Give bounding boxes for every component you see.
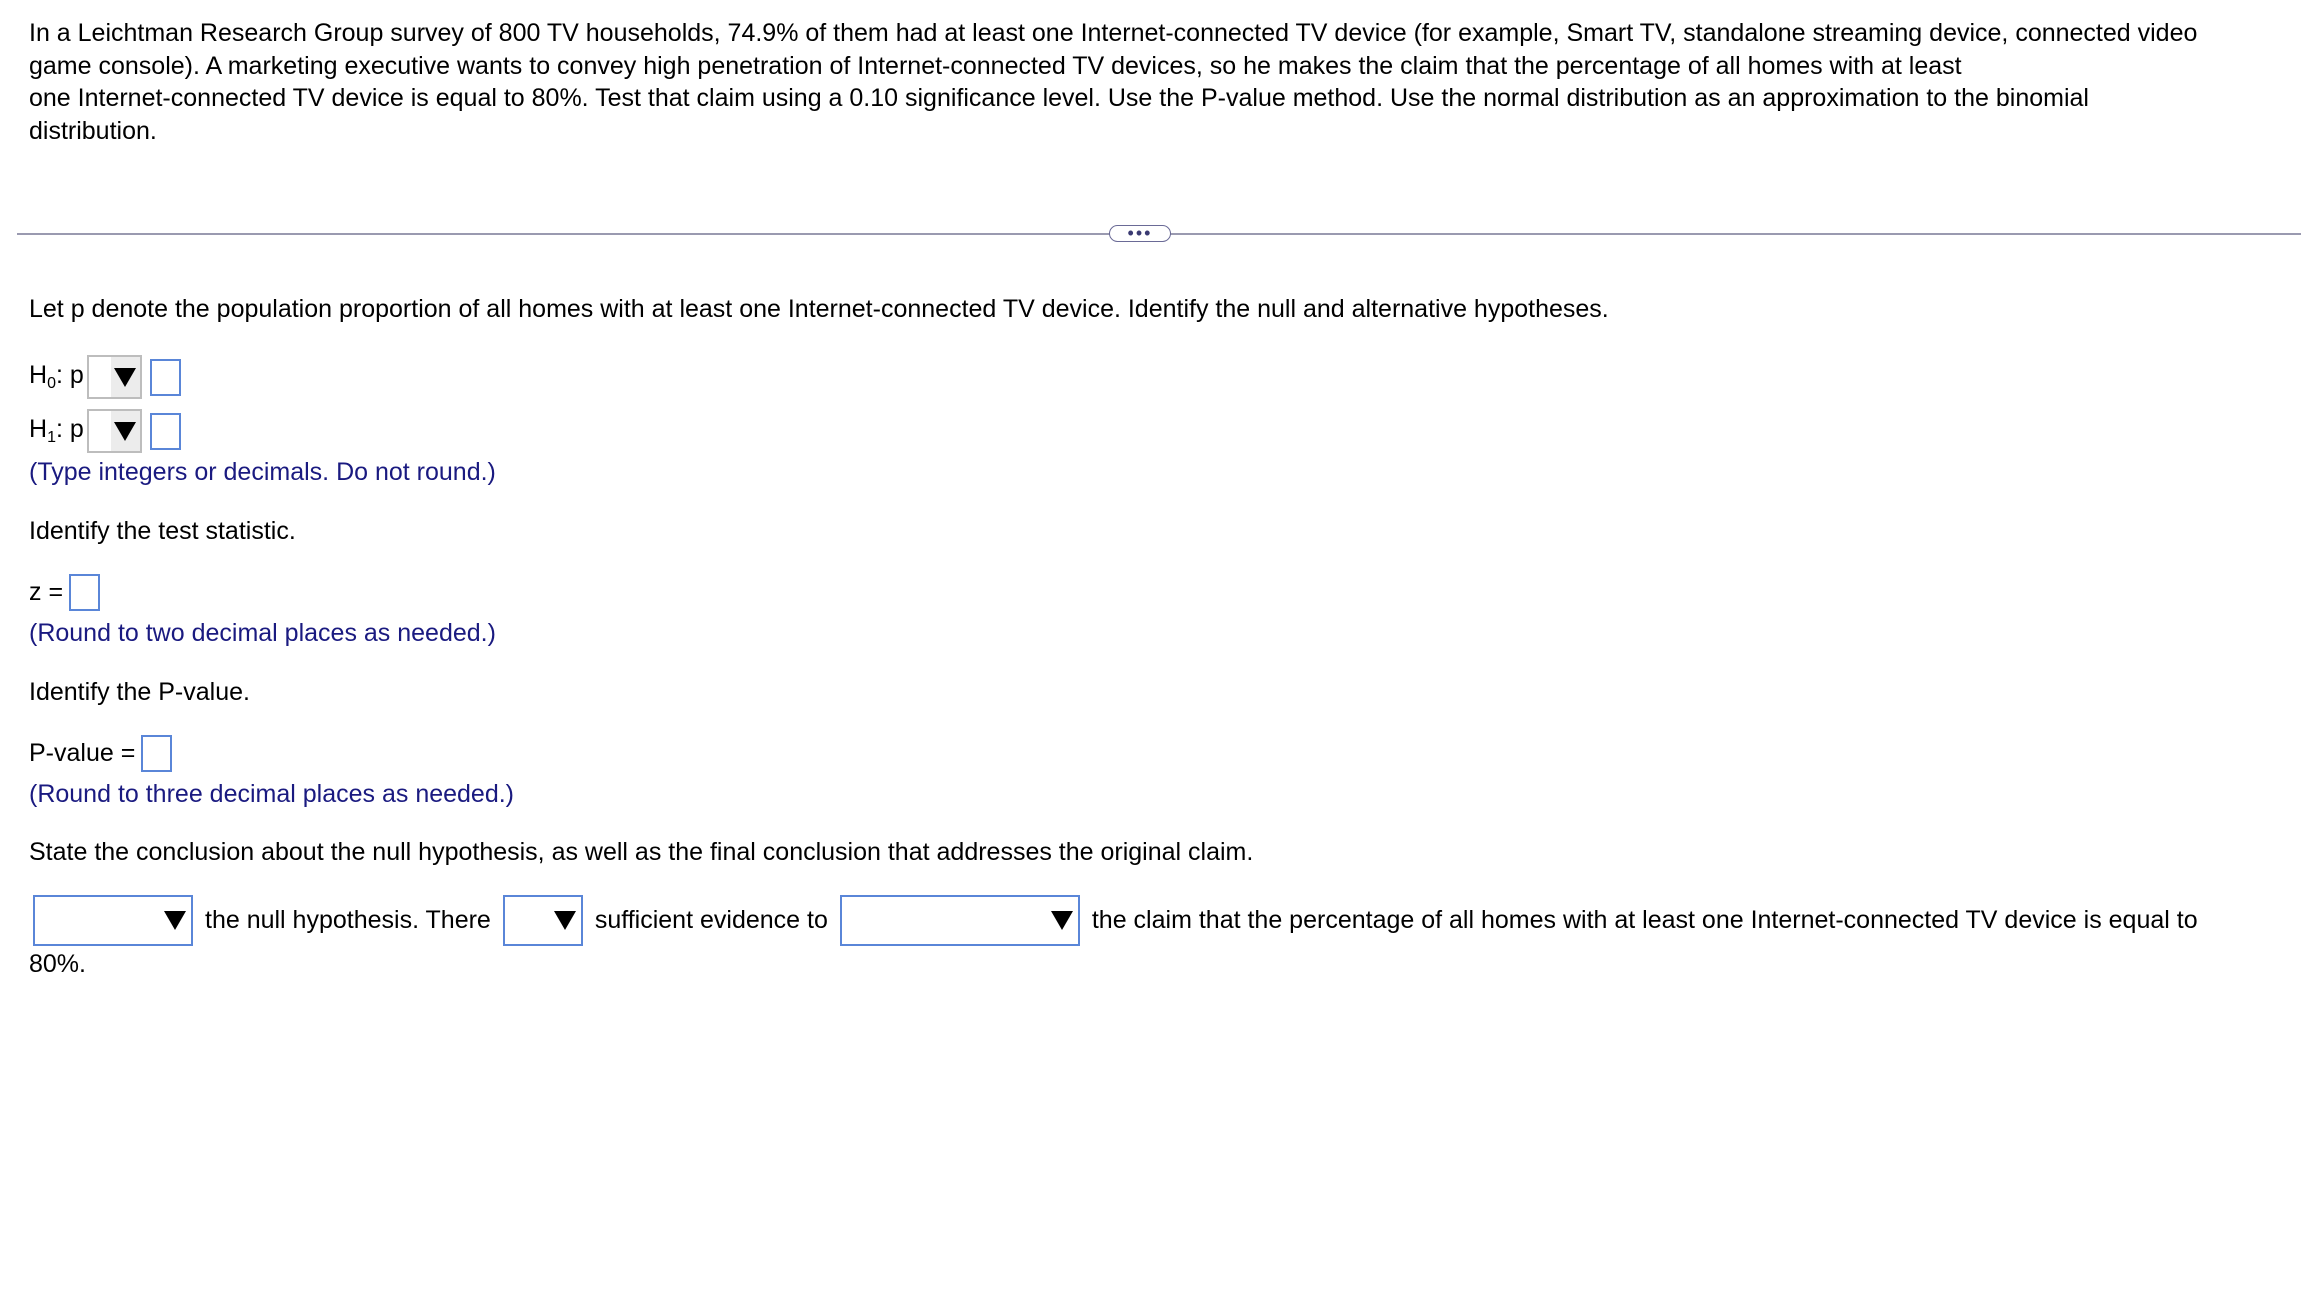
h0-value-input[interactable] bbox=[150, 359, 181, 396]
hypotheses-instruction: Let p denote the population proportion of all homes with at least one Internet-connected TV device. Identify the null and alternative hypotheses. bbox=[29, 295, 1609, 323]
z-label: z = bbox=[29, 578, 64, 606]
problem-statement bbox=[29, 17, 2289, 147]
hypotheses-hint: (Type integers or decimals. Do not round.) bbox=[29, 458, 496, 486]
h0-operator-dropdown[interactable] bbox=[87, 355, 142, 399]
reject-decision-dropdown[interactable] bbox=[33, 895, 193, 946]
conclusion-text-3: the claim that the percentage of all homes with at least one Internet-connected TV device is equal to bbox=[1091, 906, 2198, 934]
conclusion-text-2: sufficient evidence to bbox=[594, 906, 828, 934]
p-value-input[interactable] bbox=[141, 735, 172, 772]
p-value-label: P-value = bbox=[29, 739, 136, 767]
dropdown-arrow-icon bbox=[1051, 911, 1073, 930]
p-value-instruction: Identify the P-value. bbox=[29, 678, 250, 706]
conclusion-text-1: the null hypothesis. There bbox=[205, 906, 491, 934]
evidence-dropdown[interactable] bbox=[503, 895, 583, 946]
dropdown-arrow-icon bbox=[114, 422, 136, 441]
test-statistic-instruction: Identify the test statistic. bbox=[29, 517, 296, 545]
problem-line-2: game console). A marketing executive wants to convey high penetration of Internet-connected TV devices, so he makes the claim that the percentage of all homes with at least bbox=[29, 51, 1962, 80]
conclusion-instruction: State the conclusion about the null hypothesis, as well as the final conclusion that addresses the original claim. bbox=[29, 838, 1254, 866]
problem-line-1: In a Leichtman Research Group survey of 800 TV households, 74.9% of them had at least one Internet-connected TV device (for example, Smart TV, standalone streaming device, connected video bbox=[29, 19, 2198, 47]
dropdown-arrow-icon bbox=[554, 911, 576, 930]
p-value-row bbox=[29, 735, 172, 772]
h0-row bbox=[29, 355, 181, 399]
problem-line-4: distribution. bbox=[29, 116, 157, 145]
dropdown-arrow-icon bbox=[114, 368, 136, 387]
p-value-hint: (Round to three decimal places as needed.) bbox=[29, 780, 515, 808]
h0-label: $H_0$: p bbox=[29, 361, 84, 392]
expand-more-button[interactable]: ••• bbox=[1109, 225, 1171, 242]
h1-row bbox=[29, 409, 181, 453]
problem-line-3: one Internet-connected TV device is equal to 80%. Test that claim using a 0.10 significance level. Use the P-value method. Use the normal distribution as an approximation to the binomial bbox=[29, 84, 2089, 112]
conclusion-row bbox=[33, 895, 2198, 946]
h1-label: $H_1$: p bbox=[29, 415, 84, 446]
conclusion-text-4: 80%. bbox=[29, 950, 86, 978]
z-value-input[interactable] bbox=[69, 574, 100, 611]
h1-value-input[interactable] bbox=[150, 413, 181, 450]
z-hint: (Round to two decimal places as needed.) bbox=[29, 619, 496, 647]
h1-operator-dropdown[interactable] bbox=[87, 409, 142, 453]
dropdown-arrow-icon bbox=[164, 911, 186, 930]
claim-action-dropdown[interactable] bbox=[840, 895, 1080, 946]
z-row bbox=[29, 574, 100, 611]
